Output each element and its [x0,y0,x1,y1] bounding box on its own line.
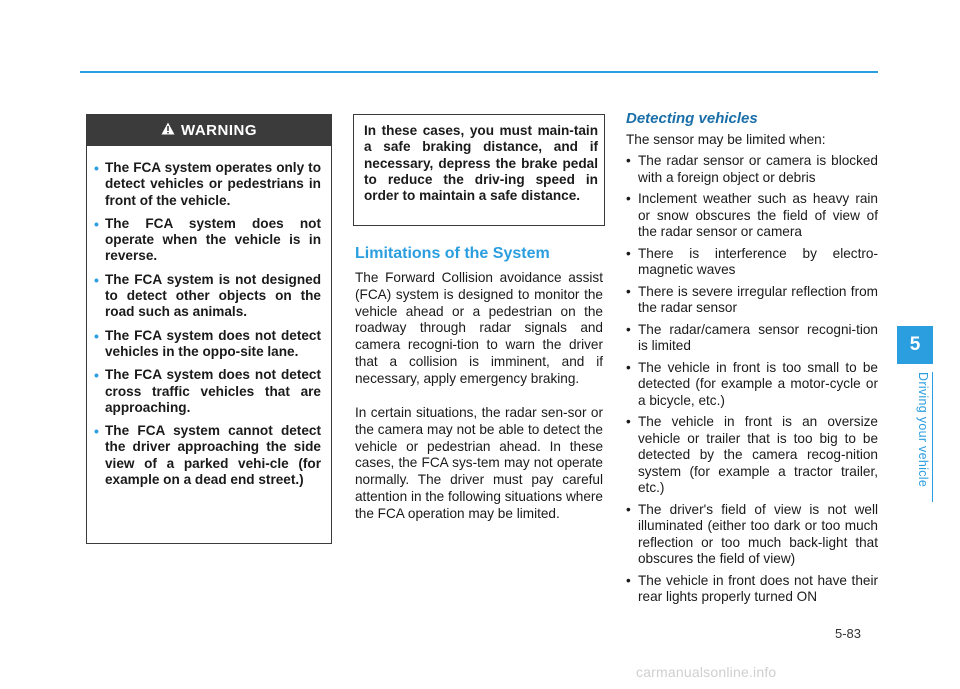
list-item: • The vehicle in front is an oversize vehicle or trailer that is too big to be detected by the camera recog-nition system (for example a tractor trailer, etc.) [626,414,878,495]
list-item: • There is interference by electro-magnetic waves [626,245,878,277]
chapter-tab: 5 [897,326,933,364]
list-item: • Inclement weather such as heavy rain or snow obscures the field of view of the radar sensor or camera [626,191,878,239]
warning-item: • The FCA system operates only to detect vehicles or pedestrians in front of the vehicle. [94,160,321,208]
warning-box [86,114,332,544]
chapter-label: Driving your vehicle [916,372,930,488]
warning-list [87,146,331,488]
warning-item: • The FCA system does not detect vehicles in the oppo-site lane. [94,327,321,359]
list-item: • There is severe irregular reflection from the radar sensor [626,283,878,315]
list-item: • The driver's field of view is not well illuminated (either too dark or too much reflection or too much back-light that obscures the field of view) [626,501,878,566]
page-number: 5-83 [835,626,862,641]
warning-item: • The FCA system does not detect cross traffic vehicles that are approaching. [94,367,321,415]
note-text: In these cases, you must main-tain a safe braking distance, and if necessary, depress the brake pedal to reduce the driv-ing speed in order to maintain a safe distance. [364,123,598,204]
limitations-paragraph-1: The Forward Collision avoidance assist (FCA) system is designed to monitor the vehicle ahead or a pedestrian on the roadway through radar signals and camera recogni-tion to warn the driver that a collision is imminent, and if necessary, apply emergency braking. [355,270,603,386]
note-box [353,114,605,226]
warning-title: WARNING [181,122,257,139]
warning-item: • The FCA system does not operate when the vehicle is in reverse. [94,215,321,264]
limitations-heading: Limitations of the System [355,245,550,262]
warning-item: • The FCA system cannot detect the driver approaching the side view of a parked vehi-cle (for example on a dead end street.) [94,423,321,488]
list-item: • The radar/camera sensor recogni-tion is limited [626,321,878,353]
watermark: carmanualsonline.info [636,664,777,680]
detecting-heading: Detecting vehicles [626,110,758,127]
top-rule [80,71,878,73]
detecting-intro: The sensor may be limited when: [626,132,826,147]
limitations-paragraph-2: In certain situations, the radar sen-sor or the camera may not be able to detect the vehicle or pedestrian ahead. In these cases, the FCA sys-tem may not operate normally. The driver must pay careful attention in the following situations where the FCA operation may be limited. [355,405,603,521]
warning-item: • The FCA system is not designed to detect other objects on the road such as animals. [94,271,321,320]
warning-triangle-icon [161,122,175,140]
warning-header [87,115,331,146]
detecting-list [626,153,878,611]
side-divider [932,372,933,502]
list-item: • The vehicle in front does not have their rear lights properly turned ON [626,572,878,604]
list-item: • The vehicle in front is too small to be detected (for example a motor-cycle or a bicycle, etc.) [626,359,878,408]
list-item: • The radar sensor or camera is blocked with a foreign object or debris [626,153,878,185]
